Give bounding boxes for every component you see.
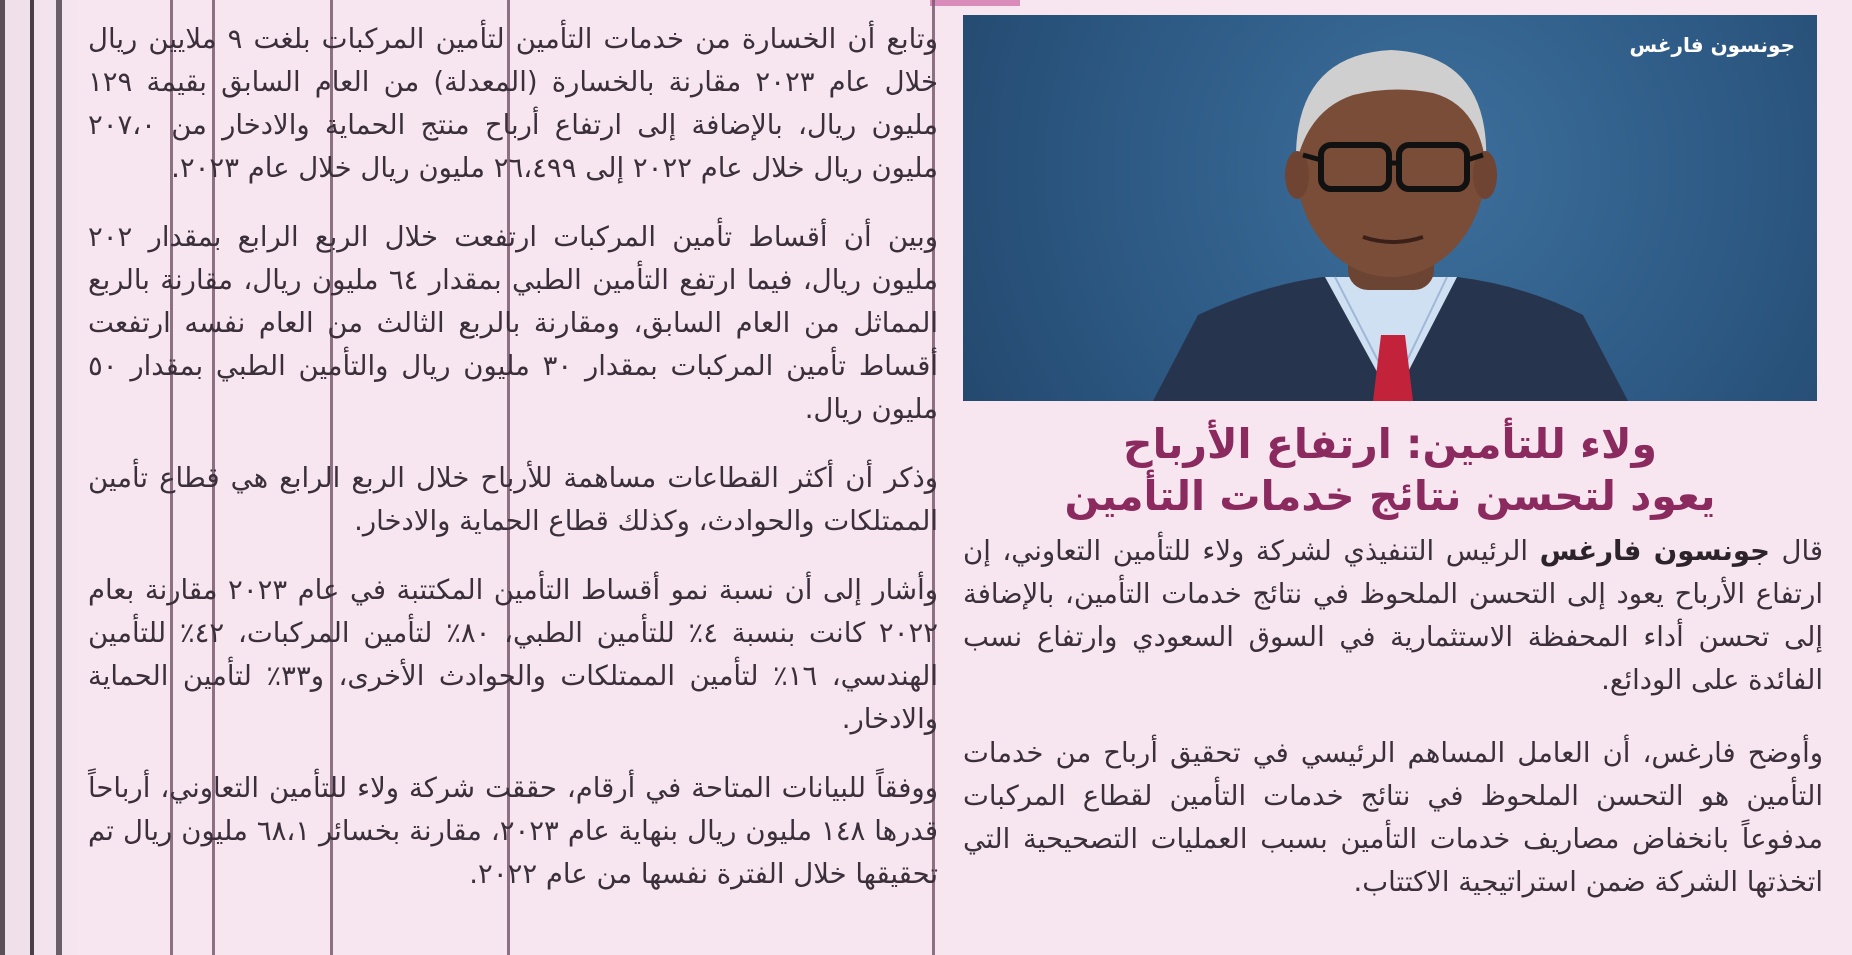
executive-name: جونسون فارغس — [1539, 535, 1770, 567]
intro-prefix: قال — [1781, 535, 1823, 567]
left-paragraph: وبين أن أقساط تأمين المركبات ارتفعت خلال الربع الرابع بمقدار ٢٠٢ مليون ريال، فيما ارتفع التأمين الطبي بمقدار ٦٤ مليون ريال، مقارنة بالربع المماثل من العام السابق، ومقارنة بالربع الثالث من العام نفسه ارتفعت أقساط تأمين المركبات بمقدار ٣٠ مليون ريال والتأمين الطبي بمقدار ٥٠ مليون ريال. — [88, 221, 938, 425]
left-paragraph: وذكر أن أكثر القطاعات مساهمة للأرباح خلال الربع الرابع هي قطاع تأمين الممتلكات والحوادث، وكذلك قطاع الحماية والادخار. — [88, 462, 938, 537]
left-paragraph: وتابع أن الخسارة من خدمات التأمين لتأمين المركبات بلغت ٩ ملايين ريال خلال عام ٢٠٢٣ مقارنة بالخسارة (المعدلة) من العام السابق بقيمة ١٢٩ مليون ريال، بالإضافة إلى ارتفاع أرباح منتج الحماية والادخار من ٢٠٧،٠ مليون ريال خلال عام ٢٠٢٢ إلى ٢٦،٤٩٩ مليون ريال خلال عام ٢٠٢٣. — [88, 23, 938, 184]
portrait-illustration — [963, 15, 1817, 401]
section-tab-marker — [930, 0, 1020, 6]
executive-portrait-photo — [963, 15, 1817, 401]
intro-paragraph — [963, 530, 1823, 702]
left-paragraph: ووفقاً للبيانات المتاحة في أرقام، حققت شركة ولاء للتأمين التعاوني، أرباحاً قدرها ١٤٨ مليون ريال بنهاية عام ٢٠٢٣، مقارنة بخسائر ٦٨،١ مليون ريال تم تحقيقها خلال الفترة نفسها من عام ٢٠٢٢. — [88, 772, 938, 890]
page-binding-edge — [0, 0, 78, 955]
intro-text: الرئيس التنفيذي لشركة ولاء للتأمين التعاوني، إن ارتفاع الأرباح يعود إلى التحسن الملحوظ في نتائج خدمات التأمين، بالإضافة إلى تحسن أداء المحفظة الاستثمارية في السوق السعودي وارتفاع نسب الفائدة على الودائع. — [963, 535, 1823, 696]
right-article-column — [963, 530, 1823, 934]
right-paragraph: وأوضح فارغس، أن العامل المساهم الرئيسي في تحقيق أرباح من خدمات التأمين هو التحسن الملحوظ في نتائج خدمات التأمين لقطاع المركبات مدفوعاً بانخفاض مصاريف خدمات التأمين بسبب العمليات التصحيحية التي اتخذتها الشركة ضمن استراتيجية الاكتتاب. — [963, 737, 1823, 898]
left-paragraph: وأشار إلى أن نسبة نمو أقساط التأمين المكتتبة في عام ٢٠٢٣ مقارنة بعام ٢٠٢٢ كانت بنسبة ٤٪ للتأمين الطبي، ٨٠٪ لتأمين المركبات، ٤٢٪ للتأمين الهندسي، ١٦٪ لتأمين الممتلكات والحوادث الأخرى، و٣٣٪ لتأمين الحماية والادخار. — [88, 574, 939, 735]
article-headline — [963, 418, 1817, 522]
photo-caption: جونسون فارغس — [1629, 33, 1795, 57]
headline-line-1: ولاء للتأمين: ارتفاع الأرباح — [1123, 420, 1657, 468]
headline-line-2: يعود لتحسن نتائج خدمات التأمين — [1064, 472, 1716, 520]
left-article-column — [88, 18, 938, 948]
